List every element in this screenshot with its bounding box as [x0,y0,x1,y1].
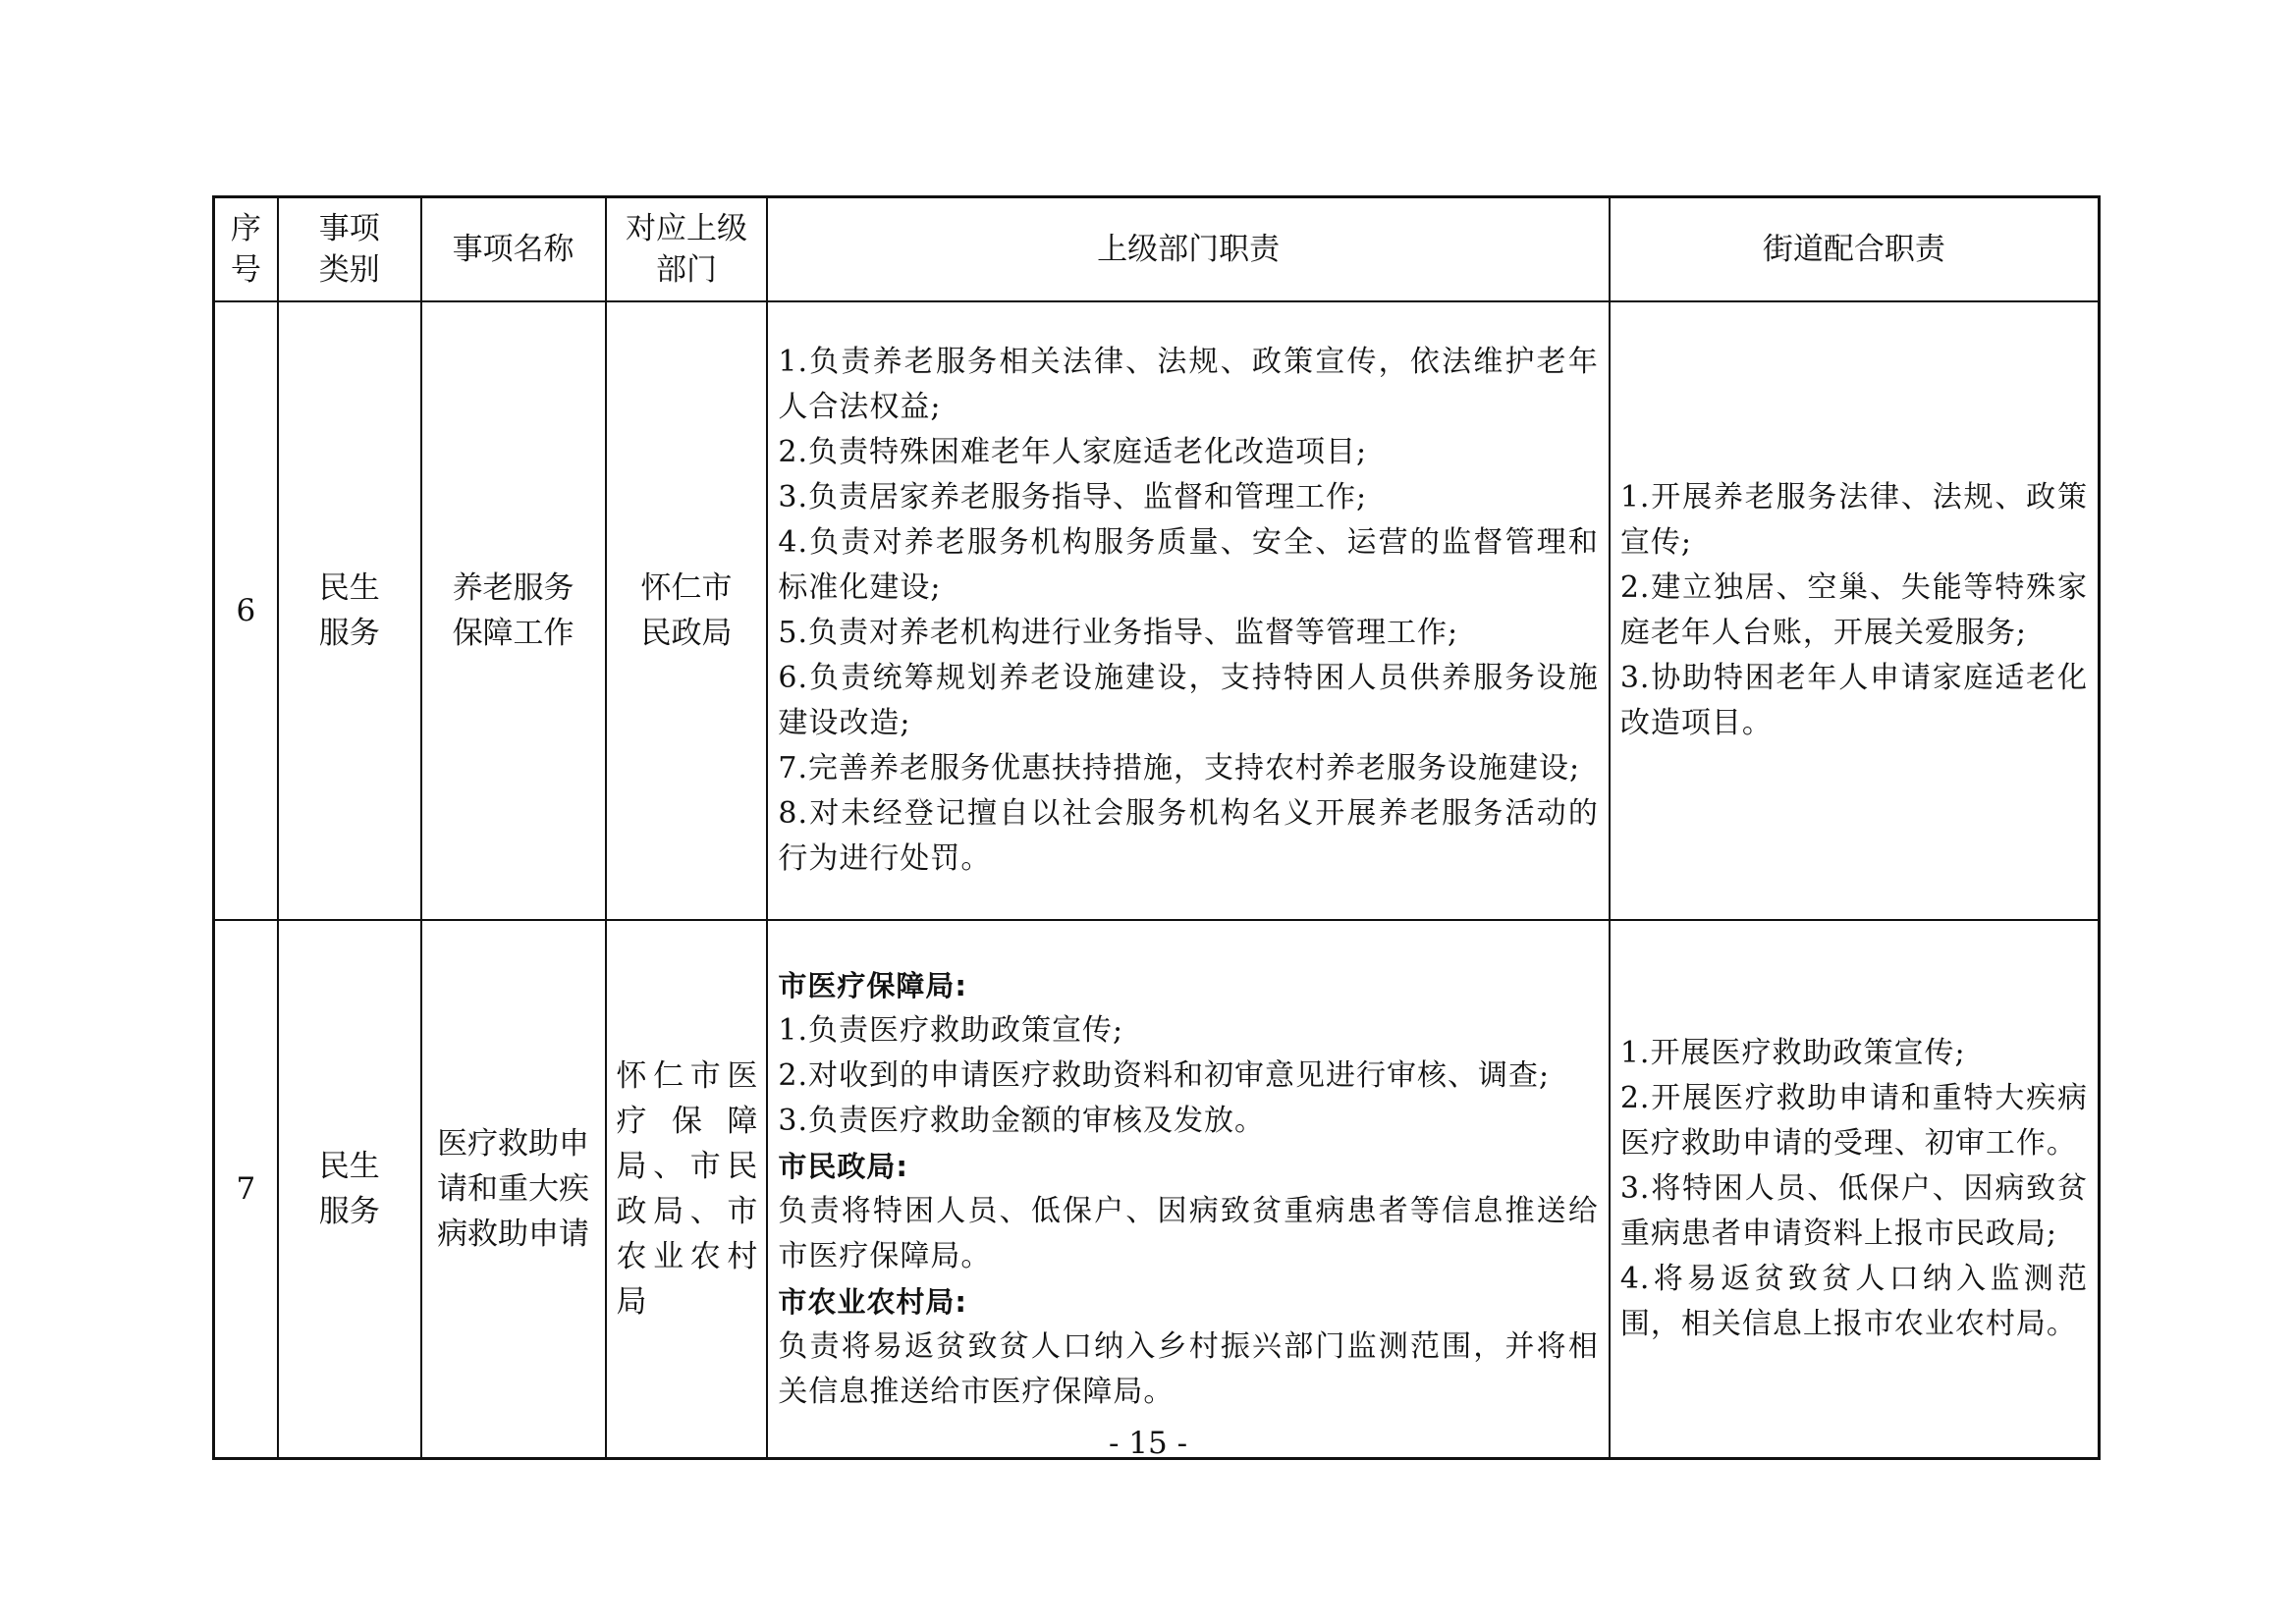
section-title-medical-security: 市医疗保障局: [778,969,967,1002]
duty-item: 8.对未经登记擅自以社会服务机构名义开展养老服务活动的行为进行处罚。 [778,796,1599,876]
cell-item-name [421,920,606,1459]
header-category-line: 事项 [318,211,380,246]
duty-item: 负责将特困人员、低保户、因病致贫重病患者等信息推送给市医疗保障局。 [778,1194,1599,1273]
duty-item: 4.负责对养老服务机构服务质量、安全、运营的监督管理和标准化建设; [778,525,1599,605]
street-duty-item: 2.开展医疗救助申请和重特大疾病医疗救助申请的受理、初审工作。 [1619,1081,2088,1161]
duty-item: 1.负责养老服务相关法律、法规、政策宣传，依法维护老年人合法权益; [778,345,1599,424]
duty-item: 3.负责居家养老服务指导、监督和管理工作; [778,480,1368,514]
cell-upper-duty [767,301,1609,920]
duty-item: 负责将易返贫致贫人口纳入乡村振兴部门监测范围，并将相关信息推送给市医疗保障局。 [778,1329,1599,1409]
duty-item: 5.负责对养老机构进行业务指导、监督等管理工作; [778,616,1459,650]
header-seq [214,197,278,302]
street-duty-item: 4.将易返贫致贫人口纳入监测范围，相关信息上报市农业农村局。 [1619,1262,2088,1341]
cell-category-line: 服务 [318,1194,380,1229]
street-duty-item: 1.开展医疗救助政策宣传; [1619,1036,1966,1070]
street-duty-item: 2.建立独居、空巢、失能等特殊家庭老年人台账，开展关爱服务; [1619,570,2088,650]
cell-dept [606,920,768,1459]
cell-dept-line: 局、市民 [616,1149,759,1184]
cell-item-name-line: 医疗救助申 [437,1126,590,1162]
duty-item: 6.负责统筹规划养老设施建设，支持特困人员供养服务设施建设改造; [778,661,1599,740]
cell-seq: 6 [214,301,278,920]
table-row [214,920,2100,1459]
duty-item: 3.负责医疗救助金额的审核及发放。 [778,1104,1266,1138]
cell-dept-line: 民政局 [640,616,733,651]
duty-item: 7.完善养老服务优惠扶持措施，支持农村养老服务设施建设; [778,751,1581,785]
cell-category-line: 服务 [318,616,380,651]
cell-dept-line: 局 [616,1284,648,1320]
duty-item: 2.负责特殊困难老年人家庭适老化改造项目; [778,435,1368,469]
header-dept-line: 部门 [655,252,717,288]
header-seq-line: 序 [230,211,261,246]
section-title-civil-affairs: 市民政局: [778,1150,908,1183]
header-name: 事项名称 [421,197,606,302]
cell-item-name [421,301,606,920]
page-number: - 15 - [1108,1426,1188,1461]
cell-dept-line: 疗 保 障 [616,1104,759,1139]
cell-dept-line: 怀仁市 [640,570,733,606]
duty-table [212,195,2101,1460]
header-category-line: 类别 [318,252,380,288]
cell-category [278,920,421,1459]
cell-dept-line: 怀仁市医 [616,1058,759,1094]
cell-item-name-line: 病救助申请 [437,1217,590,1252]
cell-category-line: 民生 [318,570,380,606]
cell-item-name-line: 养老服务 [452,570,574,606]
cell-category-line: 民生 [318,1149,380,1184]
cell-upper-duty [767,920,1609,1459]
street-duty-item: 3.协助特困老年人申请家庭适老化改造项目。 [1619,661,2088,740]
header-dept-line: 对应上级 [625,211,747,246]
header-upper-duty: 上级部门职责 [767,197,1609,302]
section-title-agriculture: 市农业农村局: [778,1285,967,1319]
table-header-row [214,197,2100,302]
cell-category [278,301,421,920]
header-category [278,197,421,302]
header-seq-line: 号 [230,252,261,288]
cell-street-duty [1610,301,2100,920]
cell-seq: 7 [214,920,278,1459]
cell-street-duty [1610,920,2100,1459]
cell-item-name-line: 保障工作 [452,616,574,651]
street-duty-item: 3.将特困人员、低保户、因病致贫重病患者申请资料上报市民政局; [1619,1171,2088,1251]
duty-item: 1.负责医疗救助政策宣传; [778,1013,1124,1048]
cell-item-name-line: 请和重大疾 [437,1171,590,1207]
street-duty-item: 1.开展养老服务法律、法规、政策宣传; [1619,480,2088,560]
cell-dept-line: 政局、市 [616,1194,759,1229]
duty-item: 2.对收到的申请医疗救助资料和初审意见进行审核、调查; [778,1058,1551,1093]
cell-dept [606,301,768,920]
header-street-duty: 街道配合职责 [1610,197,2100,302]
cell-dept-line: 农业农村 [616,1239,759,1274]
header-dept [606,197,768,302]
table-row [214,301,2100,920]
